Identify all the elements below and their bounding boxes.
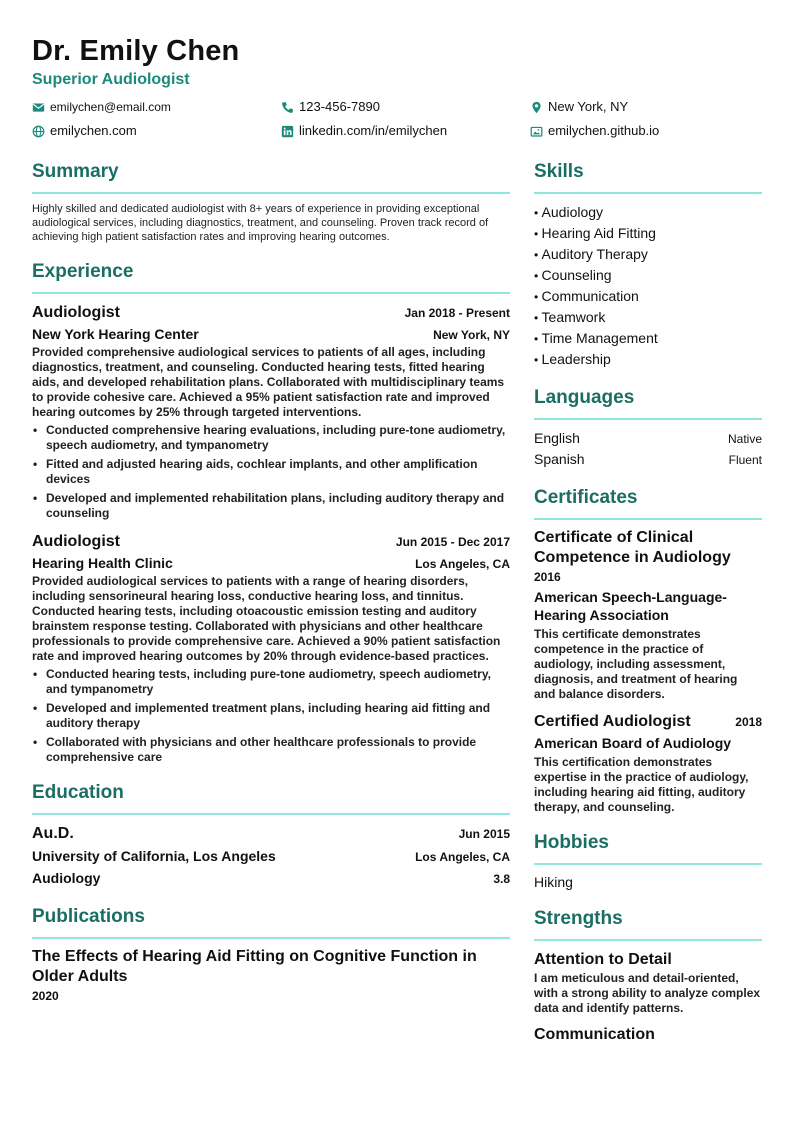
job-company: New York Hearing Center xyxy=(32,326,199,342)
job-company: Hearing Health Clinic xyxy=(32,555,173,571)
section-title-languages: Languages xyxy=(534,386,762,420)
certificate-year: 2018 xyxy=(735,715,762,729)
strength-title: Attention to Detail xyxy=(534,951,672,968)
certificates-section xyxy=(534,486,762,815)
strength-title: Communication xyxy=(534,1026,655,1043)
strengths-section xyxy=(534,907,762,1046)
skill-item: • Teamwork xyxy=(534,307,762,328)
section-title-publications: Publications xyxy=(32,905,510,939)
website-text: emilychen.com xyxy=(50,123,137,138)
portfolio-text: emilychen.github.io xyxy=(548,123,660,138)
certificate-entry xyxy=(534,528,762,702)
left-column xyxy=(32,160,510,1062)
linkedin-text: linkedin.com/in/emilychen xyxy=(299,123,448,138)
envelope-icon xyxy=(32,101,45,114)
publication-title: The Effects of Hearing Aid Fitting on Cognitive Function in Older Adults xyxy=(32,948,477,985)
certificate-name: Certificate of Clinical Competence in Audiology xyxy=(534,529,731,566)
candidate-name: Dr. Emily Chen xyxy=(32,35,240,67)
publications-section xyxy=(32,905,510,1003)
languages-section xyxy=(534,386,762,470)
contact-phone[interactable] xyxy=(281,98,530,116)
section-title-education: Education xyxy=(32,781,510,815)
education-gpa: 3.8 xyxy=(493,872,510,886)
certificate-year: 2016 xyxy=(534,570,561,584)
skill-item: • Audiology xyxy=(534,202,762,223)
section-title-certificates: Certificates xyxy=(534,486,762,520)
contact-linkedin[interactable] xyxy=(281,122,530,140)
contact-location xyxy=(530,98,762,116)
job-bullet: • Developed and implemented rehabilitation plans, including auditory therapy and counseling xyxy=(32,491,510,521)
job-role: Audiologist xyxy=(32,304,120,321)
skill-item: • Communication xyxy=(534,286,762,307)
section-title-strengths: Strengths xyxy=(534,907,762,941)
job-date: Jan 2018 - Present xyxy=(404,306,510,320)
language-level: Fluent xyxy=(728,453,762,467)
hobby-item: Hiking xyxy=(534,874,573,890)
right-column xyxy=(534,160,762,1062)
job-bullets xyxy=(32,667,510,765)
job-description: Provided comprehensive audiological services to patients of all ages, including diagnostics, treatment, and counseling. Conducted hearing tests, fitted hearing aids, and developed rehabilitation plans. Collaborated with multidisciplinary teams to provide cohesive care. Achieved a 95% patient satisfaction rate and improved hearing outcomes by 25% through targeted interventions. xyxy=(32,345,505,419)
education-location: Los Angeles, CA xyxy=(415,850,510,864)
contact-portfolio[interactable] xyxy=(530,122,762,140)
job-date: Jun 2015 - Dec 2017 xyxy=(395,535,510,549)
job-bullets xyxy=(32,423,510,521)
contact-info xyxy=(32,98,762,140)
language-item xyxy=(534,428,762,449)
map-pin-icon xyxy=(530,101,543,114)
skill-item: • Time Management xyxy=(534,328,762,349)
language-name: English xyxy=(534,430,580,446)
job-bullet: • Conducted hearing tests, including pure-tone audiometry, speech audiometry, and tympanometry xyxy=(32,667,510,697)
resume-page xyxy=(32,34,762,1062)
education-section xyxy=(32,781,510,889)
language-item xyxy=(534,449,762,470)
portfolio-icon xyxy=(530,125,543,138)
job-entry xyxy=(32,302,510,521)
skill-item: • Auditory Therapy xyxy=(534,244,762,265)
summary-text: Highly skilled and dedicated audiologist with 8+ years of experience in providing exceptional audiological services, including diagnostics, treatment, and counseling. Proven track record of achieving high patient satisfaction rates and improving hearing outcomes. xyxy=(32,203,489,243)
section-title-hobbies: Hobbies xyxy=(534,831,762,865)
experience-section xyxy=(32,260,510,765)
strength-description: I am meticulous and detail-oriented, with a strong ability to analyze complex data and identify patterns. xyxy=(534,971,761,1015)
globe-icon xyxy=(32,125,45,138)
education-field: Audiology xyxy=(32,870,101,886)
location-text: New York, NY xyxy=(548,99,629,114)
job-bullet: • Fitted and adjusted hearing aids, cochlear implants, and other amplification devices xyxy=(32,457,510,487)
certificate-issuer: American Board of Audiology xyxy=(534,735,732,751)
skill-item: • Hearing Aid Fitting xyxy=(534,223,762,244)
language-name: Spanish xyxy=(534,451,585,467)
section-title-skills: Skills xyxy=(534,160,762,194)
skill-item: • Leadership xyxy=(534,349,762,370)
skills-section xyxy=(534,160,762,370)
job-bullet: • Collaborated with physicians and other healthcare professionals to provide comprehensive care xyxy=(32,735,510,765)
resume-columns xyxy=(32,160,762,1062)
education-date: Jun 2015 xyxy=(458,827,510,841)
language-level: Native xyxy=(727,432,762,446)
job-location: New York, NY xyxy=(433,328,510,342)
job-role: Audiologist xyxy=(32,533,120,550)
certificate-name: Certified Audiologist xyxy=(534,713,691,730)
phone-text: 123-456-7890 xyxy=(299,99,380,114)
education-school: University of California, Los Angeles xyxy=(32,848,276,864)
contact-email[interactable] xyxy=(32,98,281,116)
job-bullet: • Developed and implemented treatment plans, including hearing aid fitting and auditory therapy xyxy=(32,701,510,731)
certificate-entry xyxy=(534,712,762,815)
email-text: emilychen@email.com xyxy=(50,100,171,114)
publication-year: 2020 xyxy=(32,989,59,1003)
job-description: Provided audiological services to patients with a range of hearing disorders, including sensorineural hearing loss, conductive hearing loss, and tinnitus. Conducted hearing tests, including otoacoustic emission testing and auditory brainstem response testing. Collaborated with physicians and other healthcare professionals to provide comprehensive care. Achieved a 90% patient satisfaction rate and improved hearing outcomes by 20% through evidence-based practices. xyxy=(32,574,501,663)
phone-icon xyxy=(281,101,294,114)
certificate-issuer: American Speech-Language-Hearing Association xyxy=(534,589,727,623)
section-title-experience: Experience xyxy=(32,260,510,294)
certificate-description: This certificate demonstrates competence in the practice of audiology, including assessment, diagnosis, and treatment of hearing and balance disorders. xyxy=(534,627,738,701)
summary-section xyxy=(32,160,510,244)
candidate-headline: Superior Audiologist xyxy=(32,71,190,88)
section-title-summary: Summary xyxy=(32,160,510,194)
hobbies-section xyxy=(534,831,762,891)
contact-website[interactable] xyxy=(32,122,281,140)
job-bullet: • Conducted comprehensive hearing evaluations, including pure-tone audiometry, speech audiometry, and tympanometry xyxy=(32,423,510,453)
certificate-description: This certification demonstrates expertise in the practice of audiology, including hearing aid fitting, auditory therapy, and counseling. xyxy=(534,755,749,814)
skill-item: • Counseling xyxy=(534,265,762,286)
job-location: Los Angeles, CA xyxy=(415,557,510,571)
job-entry xyxy=(32,531,510,765)
linkedin-icon xyxy=(281,125,294,138)
education-degree: Au.D. xyxy=(32,825,74,842)
